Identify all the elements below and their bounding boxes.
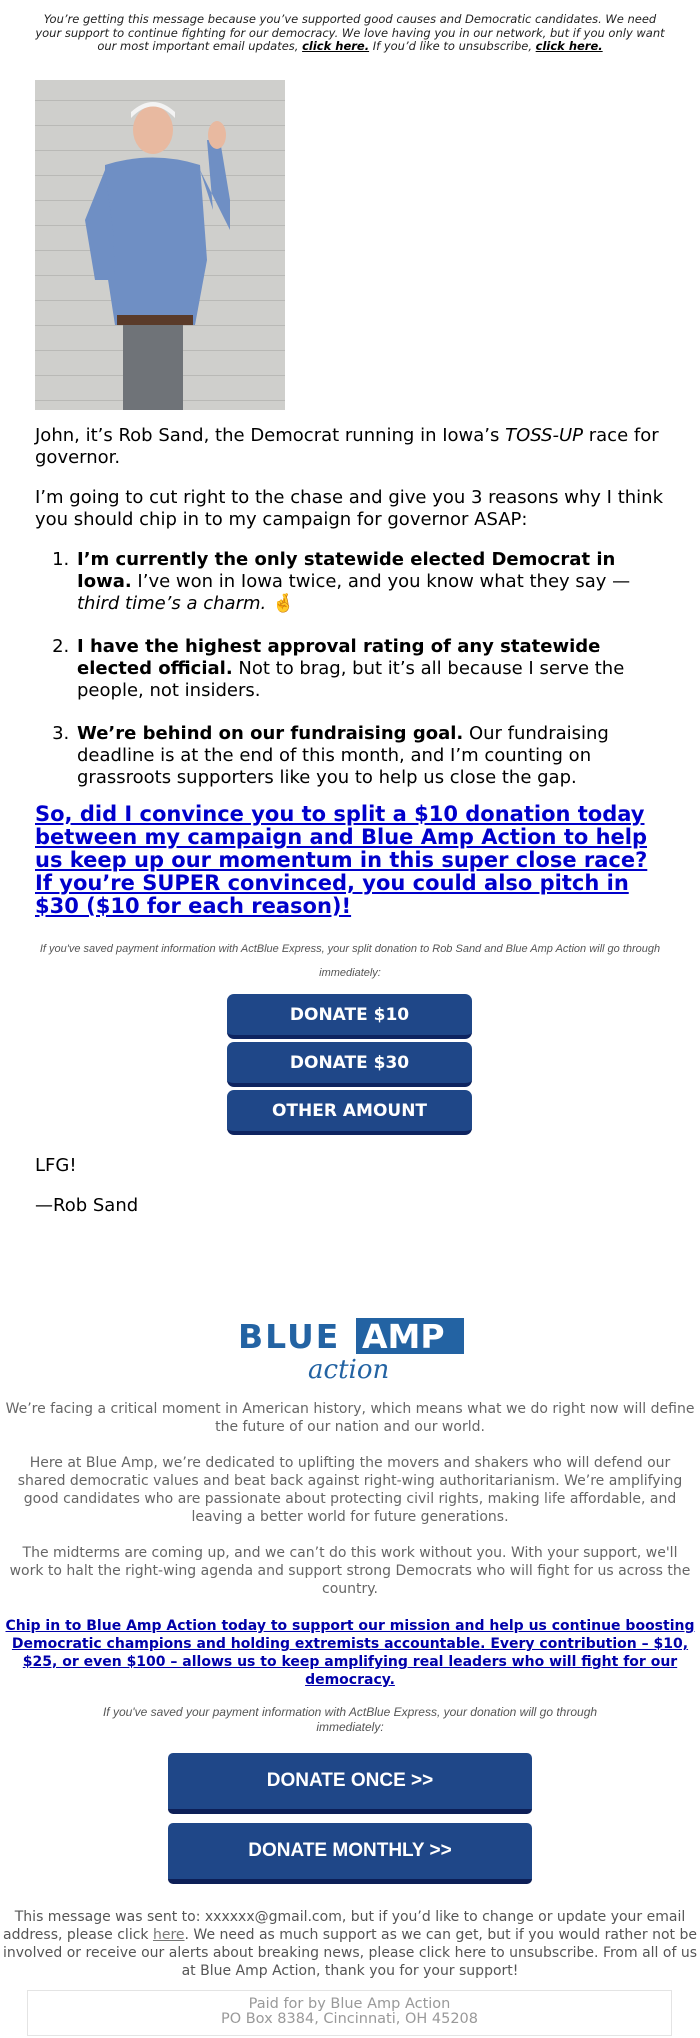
signoff: LFG! <box>35 1155 77 1176</box>
blue-amp-action-logo <box>236 1314 464 1382</box>
text: . We need as much support as we can get, but if you would rather not be involved or receive our alerts about breaking news, please click here to unsubscribe. From all of us at Blue Amp Action, thank you for your support! <box>3 1927 697 1979</box>
donate-10-button[interactable]: DONATE $10 <box>227 994 472 1039</box>
preheader-text: You’re getting this message because you’ve supported good causes and Democratic candidates. We need your support to continue fighting for our democracy. We love having you in our network, but if you only want our most important email updates, <box>35 12 665 53</box>
crossed-fingers-icon: 🤞 <box>271 593 295 614</box>
important-updates-link[interactable]: click here. <box>302 39 370 53</box>
chip-in-link[interactable]: Chip in to Blue Amp Action today to support our mission and help us continue boosting Democratic champions and holding extremists accountable. Every contribution – $10, $25, or even $100 – allows us to keep amplifying real leaders who will fight for our democracy. <box>5 1618 695 1688</box>
intro-paragraph <box>35 425 665 469</box>
reason-item <box>75 549 665 615</box>
logo-blue: BLUE <box>238 1317 341 1356</box>
reason-item <box>75 636 665 702</box>
email-body <box>35 425 665 918</box>
donate-headline-link[interactable]: So, did I convince you to split a $10 donation today between my campaign and Blue Amp Action to help us keep up our momentum in this super close race? If you’re SUPER convinced, you could also pitch in $30 ($10 for each reason)! <box>35 802 648 918</box>
blue-amp-paragraph: We’re facing a critical moment in American history, which means what we do right now will define the future of our nation and our world. <box>5 1401 695 1435</box>
donate-monthly-button[interactable]: DONATE MONTHLY >> <box>168 1823 532 1884</box>
text: John, it’s Rob Sand, the Democrat running in Iowa’s <box>35 425 506 446</box>
donate-30-button[interactable]: DONATE $30 <box>227 1042 472 1087</box>
other-amount-button[interactable]: OTHER AMOUNT <box>227 1090 472 1135</box>
text: This message was sent to: xxxxxx@gmail.com, but if you’d like to change or update your email address, please click <box>3 1909 686 1943</box>
paid-for-box <box>27 1990 672 2036</box>
preheader-text: If you’d like to unsubscribe, <box>369 39 536 53</box>
logo-action: action <box>308 1355 390 1382</box>
reasons-list <box>75 549 665 789</box>
chip-in-paragraph <box>0 1617 700 1689</box>
footer-text <box>0 1908 700 1980</box>
reason-emphasis: third time’s a charm. <box>77 593 267 614</box>
person-illustration <box>35 80 285 410</box>
reason-text: Not to brag, but it’s all because I serve the people, not insiders. <box>77 658 625 701</box>
reasons-intro: I’m going to cut right to the chase and give you 3 reasons why I think you should chip in to my campaign for governor ASAP: <box>35 487 664 530</box>
logo-amp: AMP <box>362 1317 445 1356</box>
reason-heading: We’re behind on our fundraising goal. <box>77 723 464 744</box>
reason-text: Our fundraising deadline is at the end of this month, and I’m counting on grassroots supporters like you to help us close the gap. <box>77 723 609 788</box>
reason-text: I’ve won in Iowa twice, and you know what they say — <box>131 571 631 592</box>
blue-amp-paragraph: Here at Blue Amp, we’re dedicated to uplifting the movers and shakers who will defend our shared democratic values and beat back against right-wing authoritarianism. We’re amplifying good candidates who are passionate about protecting civil rights, making life affordable, and leaving a better world for future generations. <box>17 1455 683 1525</box>
candidate-photo <box>35 80 285 410</box>
update-email-link[interactable]: here <box>152 1927 185 1943</box>
toss-up-emphasis: TOSS-UP <box>505 425 584 446</box>
signature: —Rob Sand <box>35 1195 139 1216</box>
actblue-express-note: If you've saved payment information with ActBlue Express, your split donation to Rob Sand and Blue Amp Action will go through immediately: <box>39 943 661 979</box>
address-line: PO Box 8384, Cincinnati, OH 45208 <box>220 2011 479 2027</box>
reason-item <box>75 723 665 789</box>
paid-for-line: Paid for by Blue Amp Action <box>248 1996 451 2012</box>
unsubscribe-link[interactable]: click here. <box>535 39 603 53</box>
preheader <box>30 13 670 54</box>
reason-heading: I have the highest approval rating of any statewide elected official. <box>77 636 601 679</box>
donate-once-button[interactable]: DONATE ONCE >> <box>168 1753 532 1814</box>
actblue-express-note: If you've saved your payment information with ActBlue Express, your donation will go through immediately: <box>102 1705 598 1734</box>
blue-amp-paragraph: The midterms are coming up, and we can’t do this work without you. With your support, we'll work to halt the right-wing agenda and support strong Democrats who will fight for us across the country. <box>9 1545 691 1597</box>
text: race for governor. <box>35 425 659 468</box>
reason-heading: I’m currently the only statewide elected Democrat in Iowa. <box>77 549 616 592</box>
